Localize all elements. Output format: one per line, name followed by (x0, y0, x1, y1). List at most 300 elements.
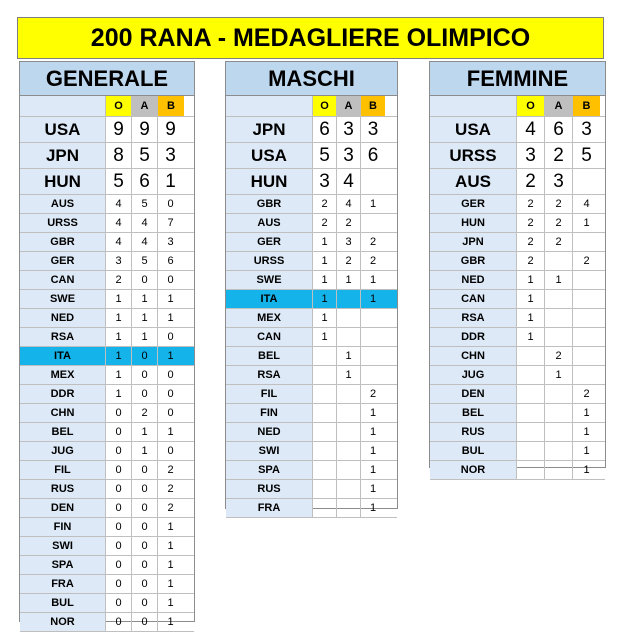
gold-count: 4 (105, 233, 131, 251)
bronze-count: 5 (572, 143, 600, 168)
page-title: 200 RANA - MEDAGLIERE OLIMPICO (17, 17, 604, 59)
country-name: MEX (20, 366, 105, 384)
table-row (430, 169, 605, 195)
gold-count: 0 (105, 613, 131, 631)
table-row (20, 347, 194, 366)
table-row (20, 480, 194, 499)
bronze-count (360, 214, 385, 232)
bronze-count: 1 (360, 271, 385, 289)
bronze-count (572, 233, 600, 251)
table-row (226, 252, 397, 271)
silver-count (336, 404, 360, 422)
silver-count (336, 328, 360, 346)
country-name: FIL (226, 385, 312, 403)
country-name: GER (20, 252, 105, 270)
gold-count: 4 (516, 117, 544, 142)
country-name: URSS (430, 143, 516, 168)
gold-count: 0 (105, 461, 131, 479)
country-name: NED (226, 423, 312, 441)
bronze-count (360, 169, 385, 194)
gold-count: 3 (105, 252, 131, 270)
table-row (20, 252, 194, 271)
silver-count (336, 480, 360, 498)
country-name: AUS (226, 214, 312, 232)
gold-count: 9 (105, 117, 131, 142)
country-name: USA (20, 117, 105, 142)
silver-count: 0 (131, 480, 157, 498)
bronze-count: 3 (572, 117, 600, 142)
gold-count: 1 (105, 385, 131, 403)
gold-count: 2 (516, 252, 544, 270)
silver-count: 1 (544, 366, 572, 384)
gold-count (516, 347, 544, 365)
table-row (226, 385, 397, 404)
table-row (20, 366, 194, 385)
country-header-blank (226, 96, 312, 116)
silver-count: 1 (131, 328, 157, 346)
bronze-count: 9 (157, 117, 183, 142)
silver-count: 5 (131, 195, 157, 213)
silver-count (544, 442, 572, 460)
bronze-count: 1 (360, 442, 385, 460)
gold-count: 0 (105, 575, 131, 593)
silver-count: 2 (131, 404, 157, 422)
bronze-count: 6 (157, 252, 183, 270)
country-name: GBR (20, 233, 105, 251)
bronze-count: 7 (157, 214, 183, 232)
silver-count: 2 (544, 233, 572, 251)
table-row (430, 366, 605, 385)
gold-count: 2 (516, 195, 544, 213)
silver-count: 0 (131, 347, 157, 365)
table-row (20, 169, 194, 195)
country-name: GBR (226, 195, 312, 213)
country-name: RSA (20, 328, 105, 346)
bronze-count: 1 (157, 613, 183, 631)
gold-count: 1 (105, 328, 131, 346)
silver-count: 2 (336, 252, 360, 270)
bronze-count (572, 169, 600, 194)
gold-count: 5 (105, 169, 131, 194)
bronze-count: 1 (157, 537, 183, 555)
bronze-count: 2 (157, 499, 183, 517)
silver-count: 2 (544, 195, 572, 213)
table-row (430, 290, 605, 309)
table-row (430, 143, 605, 169)
bronze-header: B (157, 96, 184, 116)
silver-count (336, 442, 360, 460)
gold-count: 1 (312, 328, 336, 346)
silver-header: A (131, 96, 157, 116)
bronze-count: 6 (360, 143, 385, 168)
gold-count (312, 442, 336, 460)
table-row (430, 442, 605, 461)
gold-count (312, 423, 336, 441)
gold-count (312, 347, 336, 365)
gold-count: 5 (312, 143, 336, 168)
medal-header-row (226, 96, 397, 117)
bronze-count (572, 328, 600, 346)
gold-count: 2 (516, 169, 544, 194)
gold-count: 0 (105, 404, 131, 422)
bronze-count: 1 (572, 423, 600, 441)
table-row (226, 214, 397, 233)
table-maschi (225, 61, 398, 514)
gold-count (312, 480, 336, 498)
table-row (20, 442, 194, 461)
country-name: NED (430, 271, 516, 289)
table-row (20, 499, 194, 518)
gold-count: 0 (105, 556, 131, 574)
silver-count (544, 328, 572, 346)
table-title-maschi: MASCHI (226, 62, 397, 96)
gold-count: 2 (516, 233, 544, 251)
gold-count (312, 385, 336, 403)
gold-header: O (312, 96, 336, 116)
silver-count: 4 (336, 169, 360, 194)
table-row (20, 328, 194, 347)
gold-count: 1 (312, 252, 336, 270)
silver-count: 0 (131, 594, 157, 612)
table-row (430, 347, 605, 366)
country-name: JUG (20, 442, 105, 460)
silver-count: 1 (131, 423, 157, 441)
table-row (20, 594, 194, 613)
silver-count: 1 (336, 366, 360, 384)
table-row (20, 556, 194, 575)
silver-count (544, 252, 572, 270)
bronze-count: 1 (157, 309, 183, 327)
table-generale (19, 61, 195, 628)
country-header-blank (430, 96, 516, 116)
gold-count: 0 (105, 480, 131, 498)
silver-count: 6 (131, 169, 157, 194)
table-row (20, 214, 194, 233)
silver-count (544, 461, 572, 479)
silver-count: 4 (336, 195, 360, 213)
silver-header: A (336, 96, 360, 116)
table-row (430, 385, 605, 404)
country-name: FIN (20, 518, 105, 536)
country-name: GER (226, 233, 312, 251)
country-name: NED (20, 309, 105, 327)
table-row (20, 143, 194, 169)
gold-count: 3 (516, 143, 544, 168)
silver-count (336, 385, 360, 403)
table-row (226, 442, 397, 461)
bronze-count: 1 (572, 442, 600, 460)
silver-count: 6 (544, 117, 572, 142)
bronze-count: 1 (157, 594, 183, 612)
gold-count (516, 423, 544, 441)
country-name: CAN (20, 271, 105, 289)
table-row (226, 195, 397, 214)
country-name: SPA (226, 461, 312, 479)
gold-count: 1 (312, 309, 336, 327)
country-name: JPN (20, 143, 105, 168)
country-name: URSS (226, 252, 312, 270)
gold-count: 2 (516, 214, 544, 232)
silver-count: 5 (131, 143, 157, 168)
bronze-count (572, 290, 600, 308)
country-name: BUL (430, 442, 516, 460)
silver-count (336, 461, 360, 479)
gold-count: 1 (516, 328, 544, 346)
bronze-count: 1 (360, 461, 385, 479)
table-row (430, 404, 605, 423)
silver-count: 0 (131, 518, 157, 536)
table-row (20, 537, 194, 556)
country-name: RUS (430, 423, 516, 441)
silver-count (544, 385, 572, 403)
table-title-femmine: FEMMINE (430, 62, 605, 96)
gold-count: 2 (312, 195, 336, 213)
table-row (20, 423, 194, 442)
bronze-count: 2 (572, 385, 600, 403)
bronze-count: 1 (360, 480, 385, 498)
silver-count: 0 (131, 613, 157, 631)
bronze-count: 2 (360, 252, 385, 270)
silver-count (544, 404, 572, 422)
silver-count (544, 290, 572, 308)
table-body (430, 117, 605, 480)
table-row (20, 518, 194, 537)
country-name: SWE (20, 290, 105, 308)
bronze-count: 3 (360, 117, 385, 142)
country-name: MEX (226, 309, 312, 327)
silver-count: 0 (131, 271, 157, 289)
bronze-count (572, 347, 600, 365)
bronze-count: 0 (157, 442, 183, 460)
country-name: ITA (20, 347, 105, 365)
silver-count: 0 (131, 556, 157, 574)
bronze-count: 2 (360, 233, 385, 251)
table-row (226, 347, 397, 366)
country-header-blank (20, 96, 105, 116)
gold-count: 0 (105, 518, 131, 536)
table-row (226, 117, 397, 143)
gold-count: 6 (312, 117, 336, 142)
bronze-count (572, 309, 600, 327)
gold-count: 0 (105, 423, 131, 441)
silver-count: 0 (131, 537, 157, 555)
gold-count: 1 (516, 271, 544, 289)
country-name: AUS (20, 195, 105, 213)
bronze-header: B (360, 96, 385, 116)
bronze-count: 1 (157, 556, 183, 574)
table-row (226, 461, 397, 480)
bronze-count: 3 (157, 143, 183, 168)
bronze-count: 1 (157, 518, 183, 536)
country-name: SWI (20, 537, 105, 555)
table-row (20, 385, 194, 404)
table-row (430, 309, 605, 328)
country-name: SPA (20, 556, 105, 574)
table-row (226, 366, 397, 385)
gold-count (516, 461, 544, 479)
bronze-count: 2 (572, 252, 600, 270)
silver-count: 4 (131, 214, 157, 232)
bronze-count: 1 (572, 214, 600, 232)
country-name: HUN (20, 169, 105, 194)
country-name: DEN (20, 499, 105, 517)
country-name: USA (430, 117, 516, 142)
table-row (20, 404, 194, 423)
silver-count: 1 (544, 271, 572, 289)
bronze-count: 0 (157, 366, 183, 384)
country-name: RUS (226, 480, 312, 498)
silver-count: 0 (131, 499, 157, 517)
table-row (226, 423, 397, 442)
country-name: FRA (20, 575, 105, 593)
gold-count: 0 (105, 499, 131, 517)
country-name: HUN (226, 169, 312, 194)
silver-count: 4 (131, 233, 157, 251)
table-row (226, 309, 397, 328)
bronze-count: 3 (157, 233, 183, 251)
table-row (226, 271, 397, 290)
gold-count: 0 (105, 594, 131, 612)
silver-count: 1 (131, 442, 157, 460)
silver-count (336, 290, 360, 308)
country-name: NOR (20, 613, 105, 631)
table-body (20, 117, 194, 632)
table-row (430, 214, 605, 233)
silver-count (336, 499, 360, 517)
gold-count: 8 (105, 143, 131, 168)
bronze-count: 0 (157, 385, 183, 403)
country-name: GBR (430, 252, 516, 270)
bronze-count: 1 (360, 195, 385, 213)
gold-count (312, 461, 336, 479)
country-name: DEN (430, 385, 516, 403)
bronze-count: 0 (157, 195, 183, 213)
country-name: CAN (226, 328, 312, 346)
country-name: AUS (430, 169, 516, 194)
gold-count: 1 (312, 271, 336, 289)
country-name: CHN (20, 404, 105, 422)
bronze-count: 1 (157, 290, 183, 308)
country-name: FRA (226, 499, 312, 517)
silver-count: 0 (131, 366, 157, 384)
silver-count: 0 (131, 461, 157, 479)
gold-count: 4 (105, 195, 131, 213)
bronze-count: 2 (360, 385, 385, 403)
silver-count: 3 (336, 117, 360, 142)
silver-count: 2 (544, 214, 572, 232)
country-name: JUG (430, 366, 516, 384)
gold-count (516, 366, 544, 384)
gold-count (312, 499, 336, 517)
table-row (226, 480, 397, 499)
table-row (430, 328, 605, 347)
country-name: BEL (20, 423, 105, 441)
silver-count: 3 (544, 169, 572, 194)
bronze-count: 1 (157, 169, 183, 194)
country-name: URSS (20, 214, 105, 232)
country-name: BEL (430, 404, 516, 422)
table-body (226, 117, 397, 518)
table-row (430, 423, 605, 442)
country-name: ITA (226, 290, 312, 308)
bronze-count (572, 366, 600, 384)
gold-count: 1 (516, 290, 544, 308)
silver-count: 5 (131, 252, 157, 270)
table-title-generale: GENERALE (20, 62, 194, 96)
country-name: RSA (226, 366, 312, 384)
table-row (20, 233, 194, 252)
silver-count (544, 309, 572, 327)
table-row (20, 117, 194, 143)
gold-count: 1 (105, 309, 131, 327)
gold-count: 0 (105, 537, 131, 555)
bronze-count: 1 (157, 347, 183, 365)
country-name: JPN (226, 117, 312, 142)
gold-count (312, 404, 336, 422)
silver-count (336, 423, 360, 441)
country-name: DDR (430, 328, 516, 346)
bronze-header: B (572, 96, 600, 116)
country-name: CAN (430, 290, 516, 308)
silver-count: 1 (336, 271, 360, 289)
table-row (226, 169, 397, 195)
table-row (430, 271, 605, 290)
silver-count: 2 (336, 214, 360, 232)
silver-count: 9 (131, 117, 157, 142)
table-row (20, 613, 194, 632)
gold-count (312, 366, 336, 384)
bronze-count: 1 (360, 499, 385, 517)
bronze-count: 0 (157, 404, 183, 422)
bronze-count: 0 (157, 271, 183, 289)
bronze-count: 1 (360, 404, 385, 422)
table-row (20, 195, 194, 214)
table-row (226, 143, 397, 169)
silver-count: 1 (131, 309, 157, 327)
bronze-count: 1 (157, 575, 183, 593)
bronze-count: 0 (157, 328, 183, 346)
silver-count: 2 (544, 143, 572, 168)
bronze-count (360, 347, 385, 365)
country-name: SWI (226, 442, 312, 460)
silver-count: 3 (336, 143, 360, 168)
country-name: BUL (20, 594, 105, 612)
table-row (430, 252, 605, 271)
table-row (226, 290, 397, 309)
country-name: FIL (20, 461, 105, 479)
bronze-count: 1 (157, 423, 183, 441)
country-name: CHN (430, 347, 516, 365)
gold-count (516, 404, 544, 422)
silver-count: 0 (131, 575, 157, 593)
table-row (20, 290, 194, 309)
bronze-count (360, 366, 385, 384)
bronze-count (572, 271, 600, 289)
bronze-count: 1 (572, 461, 600, 479)
silver-count (544, 423, 572, 441)
silver-header: A (544, 96, 572, 116)
gold-count: 1 (312, 290, 336, 308)
table-row (20, 461, 194, 480)
bronze-count: 1 (360, 290, 385, 308)
gold-header: O (516, 96, 544, 116)
table-row (430, 233, 605, 252)
bronze-count: 1 (572, 404, 600, 422)
gold-count: 4 (105, 214, 131, 232)
country-name: BEL (226, 347, 312, 365)
table-row (20, 271, 194, 290)
gold-count: 1 (105, 366, 131, 384)
